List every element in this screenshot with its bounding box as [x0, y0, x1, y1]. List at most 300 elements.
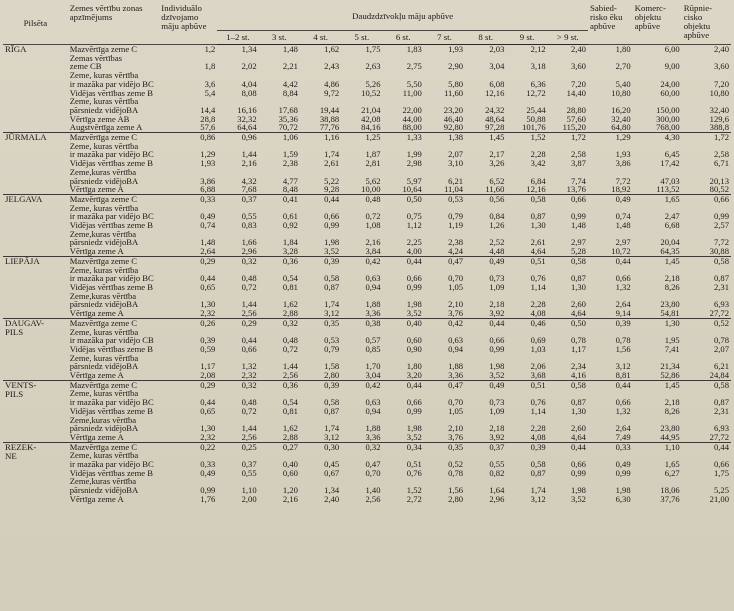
price-cell: 8,81 [615, 370, 631, 381]
price-cell: 0,44 [383, 256, 424, 265]
price-cell: 1,98 [615, 485, 631, 496]
price-cell: 8,26 [664, 405, 680, 416]
header-individual: Individuālo dzīvojamo māju apbūve [159, 2, 217, 45]
price-cell: 3,36 [365, 308, 381, 319]
price-cell: 0,48 [341, 194, 382, 203]
price-cell: 77,76 [319, 122, 340, 133]
price-cell: 21,04 [361, 104, 381, 115]
price-cell: 9,00 [664, 61, 680, 72]
price-cell: 50,88 [526, 113, 546, 124]
price-cell: 3,76 [448, 308, 464, 319]
price-cell: 1,30 [570, 281, 586, 292]
price-cell: 0,32 [217, 380, 258, 389]
price-cell: 3,92 [489, 431, 505, 442]
price-cell: 4,64 [570, 308, 586, 319]
price-cell: 6,21 [448, 175, 464, 186]
price-cell: 0,66 [615, 397, 631, 408]
price-cell: 3,84 [365, 246, 381, 257]
price-cell: 1,65 [664, 459, 680, 470]
price-cell: 2,34 [570, 361, 586, 372]
price-cell: 1,44 [241, 423, 257, 434]
price-cell: 0,49 [465, 380, 506, 389]
city-name: JŪRMALA [3, 133, 68, 195]
price-cell: 0,94 [365, 281, 381, 292]
price-cell: 3,12 [324, 308, 340, 319]
price-cell: 3,68 [530, 370, 546, 381]
price-cell: 2,40 [324, 493, 340, 504]
price-cell: 5,62 [365, 175, 381, 186]
price-cell: 0,55 [489, 459, 505, 470]
price-cell: 1,05 [448, 281, 464, 292]
price-cell: 0,85 [365, 343, 381, 354]
price-cell: 0,55 [241, 467, 257, 478]
price-cell: 0,45 [324, 459, 340, 470]
price-cell: 48,64 [485, 113, 505, 124]
zone-label: Vērtīga zeme AB [69, 113, 130, 124]
price-cell: 1,26 [489, 220, 505, 231]
price-cell: 0,72 [365, 211, 381, 222]
price-cell: 1,30 [633, 318, 682, 327]
price-cell: 2,60 [570, 299, 586, 310]
price-cell: 1,74 [324, 149, 340, 160]
price-cell: 4,00 [406, 246, 422, 257]
price-cell: 0,75 [406, 211, 422, 222]
price-cell: 2,40 [570, 44, 586, 54]
price-cell: 0,27 [259, 442, 300, 451]
zone-label: Zeme,kuras vērtība pārsniedz vidējoBA [69, 476, 139, 496]
price-cell: 1,17 [200, 361, 216, 372]
price-cell: 0,60 [282, 467, 298, 478]
price-cell: 22,00 [402, 104, 422, 115]
table-row [3, 71, 731, 88]
price-cell: 0,46 [506, 318, 547, 327]
price-cell: 12,16 [526, 184, 546, 195]
price-cell: 0,66 [489, 335, 505, 346]
price-cell: 2,03 [489, 44, 505, 54]
price-cell: 0,83 [241, 220, 257, 231]
price-cell: 0,38 [341, 318, 382, 327]
price-cell: 0,99 [615, 467, 631, 478]
price-cell: 1,62 [324, 44, 340, 54]
price-cell: 2,28 [530, 299, 546, 310]
table-row [3, 371, 731, 380]
price-cell: 1,62 [282, 423, 298, 434]
price-cell: 6,45 [664, 149, 680, 160]
price-cell: 113,52 [656, 184, 680, 195]
price-cell: 1,44 [282, 361, 298, 372]
price-cell: 0,66 [713, 459, 729, 470]
city-group [3, 256, 731, 318]
price-cell: 64,35 [660, 246, 680, 257]
price-cell: 1,10 [241, 485, 257, 496]
price-cell: 1,10 [633, 442, 682, 451]
price-cell: 1,99 [406, 149, 422, 160]
price-cell: 1,33 [383, 133, 424, 142]
price-cell: 5,26 [365, 78, 381, 89]
price-cell: 1,75 [365, 44, 381, 54]
price-cell: 2,28 [530, 149, 546, 160]
price-cell: 0,44 [548, 442, 588, 451]
price-cell: 1,66 [241, 237, 257, 248]
price-cell: 54,81 [660, 308, 680, 319]
zone-label: Vidējas vērtības zeme B [69, 158, 153, 169]
price-cell: 60,00 [660, 87, 680, 98]
header-city: Pilsēta [3, 2, 68, 45]
price-cell: 0,30 [300, 442, 341, 451]
price-cell: 2,96 [241, 246, 257, 257]
price-cell: 2,38 [448, 237, 464, 248]
city-name: REZEK- NE [3, 442, 68, 503]
price-cell: 0,69 [530, 335, 546, 346]
price-cell: 23,80 [660, 423, 680, 434]
price-cell: 1,45 [465, 133, 506, 142]
zone-label: Zeme, kuras vērtība pārsniedz vidējoBA [69, 96, 139, 115]
price-cell: 2,31 [713, 405, 729, 416]
zone-label: Mazvērtīga zeme C [68, 194, 160, 203]
price-cell: 2,16 [241, 158, 257, 169]
price-cell: 0,66 [570, 459, 586, 470]
price-cell: 28,80 [566, 104, 586, 115]
price-cell: 0,65 [200, 405, 216, 416]
price-cell: 2,18 [489, 299, 505, 310]
price-cell: 10,72 [611, 246, 631, 257]
price-cell: 5,97 [406, 175, 422, 186]
price-cell: 0,72 [282, 343, 298, 354]
price-cell: 5,22 [324, 175, 340, 186]
price-cell: 0,58 [548, 380, 588, 389]
price-cell: 2,61 [530, 237, 546, 248]
price-cell: 1,30 [200, 299, 216, 310]
price-cell: 44,00 [402, 113, 422, 124]
price-cell: 1,74 [324, 299, 340, 310]
price-cell: 2,56 [282, 370, 298, 381]
zone-label: Vērtīga zeme A [69, 184, 124, 195]
price-cell: 7,49 [615, 431, 631, 442]
price-cell: 35,36 [278, 113, 298, 124]
price-cell: 1,03 [530, 343, 546, 354]
price-cell: 0,82 [489, 467, 505, 478]
price-cell: 0,51 [506, 256, 547, 265]
price-cell: 1,34 [324, 485, 340, 496]
price-cell: 84,16 [361, 122, 381, 133]
zone-label: Zeme,kuras vērtība pārsniedz vidējoBA [69, 166, 139, 186]
zone-label: Vidējas vērtības zeme B [69, 467, 153, 478]
price-cell: 0,73 [489, 397, 505, 408]
price-cell: 1,56 [448, 485, 464, 496]
price-cell: 0,87 [713, 273, 729, 284]
price-cell: 2,12 [530, 44, 546, 54]
price-cell: 2,32 [200, 431, 216, 442]
price-cell: 0,60 [406, 335, 422, 346]
price-cell: 0,57 [365, 335, 381, 346]
price-cell: 4,04 [241, 78, 257, 89]
price-cell: 2,06 [530, 361, 546, 372]
price-cell: 8,08 [241, 87, 257, 98]
price-cell: 11,60 [485, 184, 505, 195]
price-cell: 4,64 [530, 246, 546, 257]
price-cell: 14,40 [566, 87, 586, 98]
price-cell: 6,21 [713, 361, 729, 372]
price-cell: 2,08 [200, 370, 216, 381]
price-cell: 8,84 [282, 87, 298, 98]
price-cell: 0,51 [506, 380, 547, 389]
price-cell: 1,14 [530, 405, 546, 416]
price-cell: 0,50 [548, 318, 588, 327]
price-cell: 0,65 [200, 281, 216, 292]
table-row [3, 416, 731, 433]
price-cell: 3,76 [448, 431, 464, 442]
price-cell: 42,08 [361, 113, 381, 124]
price-cell: 0,47 [424, 380, 465, 389]
price-cell: 0,87 [324, 405, 340, 416]
price-cell: 19,44 [319, 104, 340, 115]
price-cell: 0,66 [324, 211, 340, 222]
price-cell: 5,4 [204, 87, 216, 98]
price-cell: 92,80 [443, 122, 464, 133]
price-cell: 0,90 [406, 343, 422, 354]
price-cell: 0,87 [324, 281, 340, 292]
price-cell: 0,58 [548, 256, 588, 265]
price-cell: 1,8 [204, 61, 216, 72]
price-cell: 2,47 [664, 211, 680, 222]
price-cell: 1,08 [365, 220, 381, 231]
price-cell: 2,10 [448, 423, 464, 434]
price-cell: 18,06 [660, 485, 680, 496]
price-cell: 3,26 [489, 158, 505, 169]
price-cell: 7,72 [615, 175, 631, 186]
zone-label: Mazvērtīga zeme C [68, 442, 160, 451]
price-cell: 1,48 [200, 237, 216, 248]
price-cell: 0,99 [713, 211, 729, 222]
price-cell: 0,48 [241, 273, 257, 284]
price-cell: 1,32 [241, 361, 257, 372]
zone-label: Vērtīga zeme A [69, 370, 124, 381]
price-cell: 1,93 [615, 149, 631, 160]
price-cell: 0,63 [448, 335, 464, 346]
city-name: RĪGA [5, 44, 27, 54]
price-cell: 2,18 [664, 397, 680, 408]
price-cell: 1,72 [682, 133, 731, 142]
zone-label: Zeme, kuras vērtība ir mazāka par vidējo BC [69, 70, 154, 89]
price-cell: 46,40 [443, 113, 464, 124]
price-cell: 0,99 [200, 485, 216, 496]
price-cell: 28,8 [200, 113, 216, 124]
price-cell: 1,87 [365, 149, 381, 160]
price-cell: 2,31 [713, 281, 729, 292]
price-cell: 1,29 [588, 133, 633, 142]
price-cell: 0,66 [682, 194, 731, 203]
price-cell: 5,50 [406, 78, 422, 89]
price-cell: 0,53 [324, 335, 340, 346]
price-cell: 4,77 [282, 175, 298, 186]
price-cell: 8,48 [282, 184, 298, 195]
price-cell: 4,30 [633, 133, 682, 142]
zone-label: Vidējas vērtības zeme B [69, 87, 153, 98]
price-cell: 3,52 [406, 431, 422, 442]
price-cell: 1,30 [570, 405, 586, 416]
zone-label: Augstvērtīga zeme A [69, 122, 143, 133]
price-cell: 0,59 [200, 343, 216, 354]
price-cell: 0,49 [200, 211, 216, 222]
price-cell: 21,34 [660, 361, 680, 372]
price-cell: 2,10 [448, 299, 464, 310]
price-cell: 1,09 [489, 405, 505, 416]
price-cell: 0,87 [570, 397, 586, 408]
price-cell: 2,58 [570, 149, 586, 160]
price-cell: 2,98 [406, 158, 422, 169]
price-cell: 0,76 [406, 467, 422, 478]
price-cell: 1,93 [448, 44, 464, 54]
price-cell: 0,72 [241, 405, 257, 416]
price-cell: 1,70 [365, 361, 381, 372]
price-cell: 70,72 [278, 122, 298, 133]
price-cell: 0,78 [570, 335, 586, 346]
price-cell: 14,4 [200, 104, 216, 115]
zone-label: Zeme,kuras vērtība pārsniedz vidējoBA [69, 228, 139, 248]
price-cell: 0,44 [200, 397, 216, 408]
price-cell: 2,64 [615, 299, 631, 310]
price-cell: 9,14 [615, 308, 631, 319]
price-cell: 2,63 [365, 61, 381, 72]
price-cell: 24,00 [660, 78, 680, 89]
price-cell: 0,87 [530, 211, 546, 222]
price-cell: 1,98 [406, 423, 422, 434]
price-cell: 129,6 [709, 113, 729, 124]
price-cell: 2,80 [324, 370, 340, 381]
price-cell: 2,88 [282, 308, 298, 319]
price-cell: 3,92 [489, 308, 505, 319]
price-cell: 0,54 [282, 273, 298, 284]
price-cell: 0,44 [682, 442, 731, 451]
price-cell: 57,6 [200, 122, 216, 133]
price-cell: 1,30 [530, 220, 546, 231]
city-name: VENTS- PILS [3, 380, 68, 442]
city-group [3, 318, 731, 380]
price-cell: 1,74 [530, 485, 546, 496]
price-cell: 0,99 [406, 405, 422, 416]
price-cell: 7,20 [713, 78, 729, 89]
price-cell: 25,44 [526, 104, 546, 115]
price-cell: 0,44 [200, 273, 216, 284]
table-row [3, 495, 731, 504]
price-cell: 6,30 [615, 493, 631, 504]
price-cell: 1,16 [300, 133, 341, 142]
price-cell: 0,74 [200, 220, 216, 231]
price-cell: 0,73 [489, 273, 505, 284]
table-row [3, 477, 731, 494]
price-cell: 8,26 [664, 281, 680, 292]
price-cell: 2,07 [713, 343, 729, 354]
zone-label: Zeme, kuras vērtība ir mazāka par vidējo BC [69, 264, 154, 284]
table-row [3, 54, 731, 71]
city-name: JELGAVA [3, 194, 68, 256]
zone-label: Vidējas vērtības zeme B [69, 343, 153, 354]
price-cell: 2,32 [241, 370, 257, 381]
price-cell: 0,50 [383, 194, 424, 203]
city-name: LIEPĀJA [3, 256, 68, 318]
price-cell: 4,08 [530, 308, 546, 319]
price-cell: 0,49 [200, 467, 216, 478]
price-cell: 64,80 [611, 122, 631, 133]
price-cell: 0,35 [300, 318, 341, 327]
price-cell: 16,16 [237, 104, 257, 115]
price-cell: 0,39 [506, 442, 547, 451]
price-cell: 30,88 [709, 246, 729, 257]
price-cell: 101,76 [522, 122, 546, 133]
price-cell: 6,68 [664, 220, 680, 231]
header-floor: 5 st. [341, 31, 382, 45]
price-cell: 0,40 [383, 318, 424, 327]
price-cell: 0,72 [241, 281, 257, 292]
price-cell: 0,63 [365, 273, 381, 284]
price-cell: 1,98 [324, 237, 340, 248]
price-cell: 0,96 [217, 133, 258, 142]
zone-label: Zeme, kuras vērtība ir mazāka par vidējo BC [69, 388, 154, 408]
price-cell: 32,32 [237, 113, 257, 124]
price-cell: 80,52 [709, 184, 729, 195]
table-row [3, 142, 731, 159]
price-cell: 0,49 [465, 256, 506, 265]
zone-label: Vērtīga zeme A [69, 246, 124, 257]
price-cell: 7,41 [664, 343, 680, 354]
price-cell: 7,72 [713, 237, 729, 248]
price-cell: 0,22 [159, 442, 217, 451]
header-floor: 1–2 st. [217, 31, 258, 45]
price-cell: 7,68 [241, 184, 257, 195]
zone-label: Zeme, kuras vērtība ir mazāka par vidējo CB [69, 326, 154, 346]
price-cell: 2,81 [365, 158, 381, 169]
price-cell: 10,80 [611, 87, 631, 98]
price-cell: 2,80 [448, 493, 464, 504]
price-cell: 2,28 [530, 423, 546, 434]
price-cell: 0,37 [217, 194, 258, 203]
zone-label: Zemas vērtības zeme CB [69, 52, 123, 72]
price-cell: 1,44 [241, 299, 257, 310]
price-cell: 88,00 [402, 122, 422, 133]
price-cell: 0,40 [282, 459, 298, 470]
price-cell: 0,36 [259, 380, 300, 389]
price-cell: 1,98 [489, 361, 505, 372]
price-cell: 0,61 [282, 211, 298, 222]
city-name: DAUGAV- PILS [3, 318, 68, 380]
price-cell: 6,71 [713, 158, 729, 169]
price-cell: 0,66 [615, 273, 631, 284]
price-cell: 2,25 [406, 237, 422, 248]
price-cell: 3,52 [406, 308, 422, 319]
price-cell: 0,94 [448, 343, 464, 354]
price-cell: 9,72 [324, 87, 340, 98]
price-cell: 5,25 [713, 485, 729, 496]
price-cell: 3,36 [448, 370, 464, 381]
price-cell: 1,2 [204, 44, 216, 54]
price-cell: 1,74 [324, 423, 340, 434]
price-cell: 1,32 [615, 281, 631, 292]
header-public: Sabied-risko ēku apbūve [588, 2, 633, 45]
price-cell: 0,99 [570, 467, 586, 478]
price-cell: 0,67 [324, 467, 340, 478]
price-cell: 4,48 [489, 246, 505, 257]
price-cell: 1,75 [713, 467, 729, 478]
zone-label: Mazvērtīga zeme C [68, 380, 160, 389]
price-cell: 4,24 [448, 246, 464, 257]
header-floor: > 9 st. [548, 31, 588, 45]
price-cell: 0,44 [383, 380, 424, 389]
price-cell: 0,48 [241, 397, 257, 408]
price-cell: 2,43 [324, 61, 340, 72]
price-cell: 1,52 [506, 133, 547, 142]
zone-label: Vidējas vērtības zeme B [69, 220, 153, 231]
price-cell: 6,36 [530, 78, 546, 89]
